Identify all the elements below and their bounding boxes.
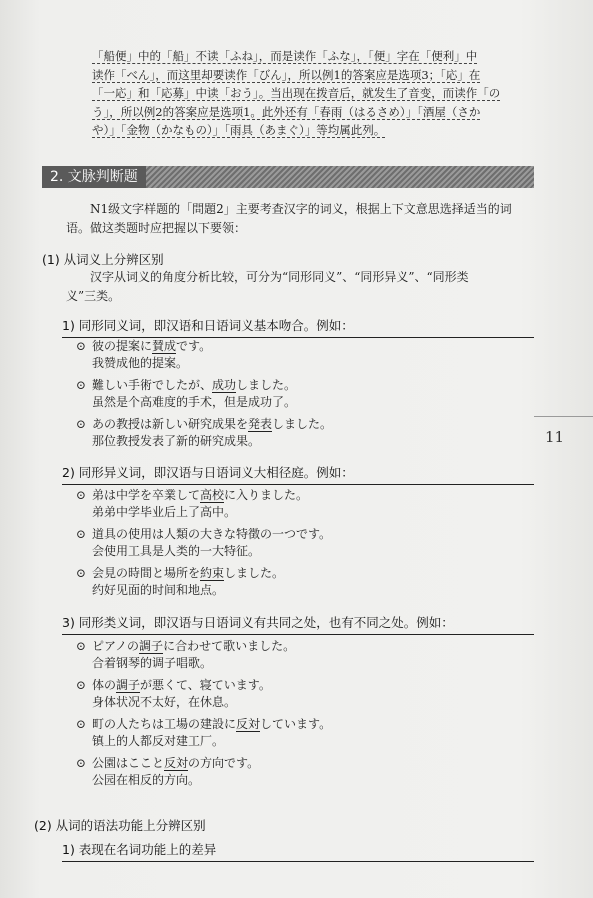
example-item: ⊙ ピアノの調子に合わせて歌いました。 合着钢琴的调子唱歌。	[76, 639, 296, 670]
bullet-icon: ⊙	[76, 566, 87, 580]
part2-sub1-heading: 1) 表现在名词功能上的差异	[62, 840, 534, 862]
part1-desc-line-1: 汉字从词义的角度分析比较，可分为“同形同义”、“同形异义”、“同形类	[90, 270, 469, 284]
part2-heading: (2) 从词的语法功能上分辨区别	[34, 818, 206, 833]
part1-heading: (1) 从词义上分辨区别	[42, 252, 164, 267]
section-banner	[42, 166, 534, 188]
bullet-icon: ⊙	[76, 527, 87, 541]
part1-desc-line-2: 义”三类。	[66, 289, 121, 303]
example-item: ⊙ 難しい手術でしたが、成功しました。 虽然是个高难度的手术，但是成功了。	[76, 378, 297, 409]
bullet-icon: ⊙	[76, 339, 87, 353]
part1-description	[66, 268, 469, 306]
example-item: ⊙ 公園はここと反対の方向です。 公园在相反的方向。	[76, 756, 260, 787]
bullet-icon: ⊙	[76, 717, 87, 731]
top-note-line-2: 读作「べん」，而这里却要读作「びん」，所以例1的答案应是选项3；「応」在	[92, 67, 481, 82]
example-item: ⊙ 会見の時間と場所を約束しました。 约好见面的时间和地点。	[76, 566, 285, 597]
sub1-heading: 1) 同形同义词，即汉语和日语词义基本吻合。例如：	[62, 316, 534, 338]
page-number: 11	[545, 428, 565, 446]
bullet-icon: ⊙	[76, 378, 87, 392]
example-item: ⊙ 道具の使用は人類の大きな特徴の一つです。 会使用工具是人类的一大特征。	[76, 527, 332, 558]
sub2-heading: 2) 同形异义词，即汉语与日语词义大相径庭。例如：	[62, 463, 534, 485]
top-note-line-1: 「船便」中的「船」不读「ふね」，而是读作「ふな」，「便」字在「便利」中	[92, 49, 478, 63]
example-item: ⊙ 町の人たちは工場の建設に反対しています。 镇上的人都反对建工厂。	[76, 717, 332, 748]
example-item: ⊙ 彼の提案に賛成です。 我赞成他的提案。	[76, 339, 212, 370]
sub3-heading: 3) 同形类义词，即汉语与日语词义有共同之处，也有不同之处。例如：	[62, 613, 534, 635]
bullet-icon: ⊙	[76, 639, 87, 653]
top-note-line-4: う」，所以例2的答案应是选项1。此外还有「春雨（はるさめ）」「酒屋（さか	[92, 104, 481, 119]
page-tab-divider	[534, 416, 593, 417]
example-item: ⊙ 体の調子が悪くて、寝ています。 身体状况不太好，在休息。	[76, 678, 271, 709]
intro-paragraph	[66, 200, 512, 238]
section-title: 2. 文脉判断题	[42, 166, 146, 188]
example-item: ⊙ あの教授は新しい研究成果を発表しました。 那位教授发表了新的研究成果。	[76, 417, 333, 448]
bullet-icon: ⊙	[76, 417, 87, 431]
top-note	[92, 47, 532, 140]
bullet-icon: ⊙	[76, 488, 87, 502]
intro-line-1: N1级文字样题的「問題2」主要考查汉字的词义，根据上下文意思选择适当的词	[90, 202, 512, 216]
example-item: ⊙ 弟は中学を卒業して高校に入りました。 弟弟中学毕业后上了高中。	[76, 488, 309, 519]
top-note-line-3: 「一応」和「応募」中读「おう」。当出现在拨音后，就发生了音变，而读作「の	[92, 86, 501, 100]
top-note-line-5: や）」「金物（かなもの）」「雨具（あまぐ）」等均属此列。	[92, 123, 386, 137]
bullet-icon: ⊙	[76, 756, 87, 770]
bullet-icon: ⊙	[76, 678, 87, 692]
intro-line-2: 语。做这类题时应把握以下要领：	[66, 221, 247, 235]
